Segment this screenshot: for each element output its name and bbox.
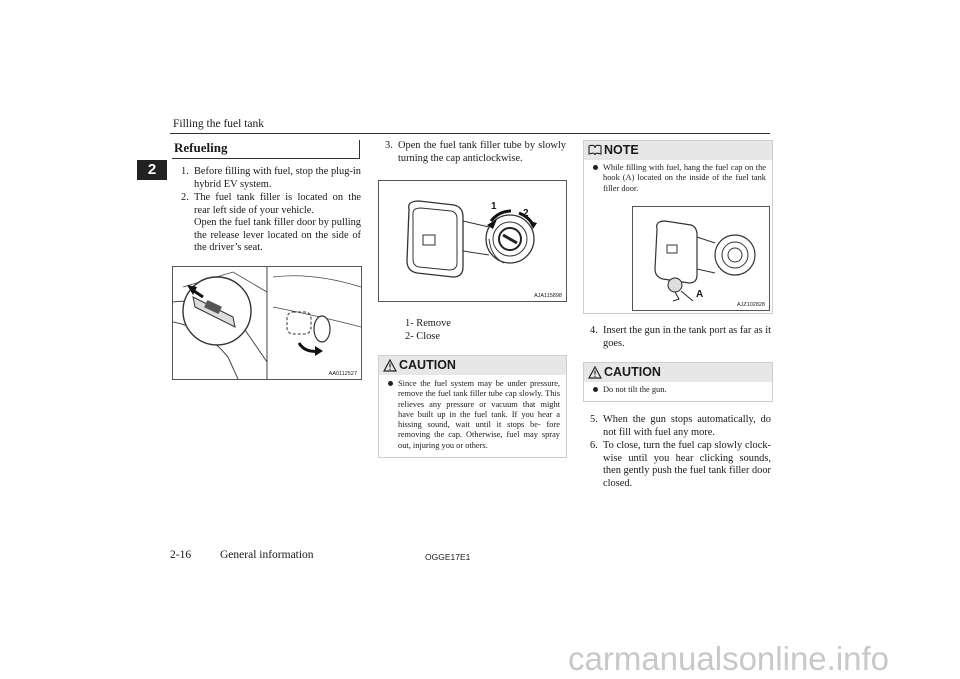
bullet-icon — [593, 165, 598, 170]
bullet-icon — [593, 387, 598, 392]
step-number: 6. — [590, 440, 598, 451]
step-text: When the gun stops automatically, do not fill with fuel any more. — [603, 414, 771, 438]
release-lever-illustration — [172, 266, 362, 380]
step-text: Before filling with fuel, stop the plug-in hybrid EV system. — [194, 166, 361, 190]
step-number: 1. — [181, 166, 189, 177]
running-header: Filling the fuel tank — [173, 118, 265, 130]
step-number: 4. — [590, 325, 598, 336]
section-heading-rule-end — [359, 140, 360, 159]
note-text: While filling with fuel, hang the fuel cap on the hook (A) located on the inside of the fuel tank filler door. — [603, 163, 766, 193]
step-number: 3. — [385, 140, 393, 151]
caution-box-2 — [583, 362, 773, 402]
callout-2: 2 — [523, 208, 529, 219]
caution-text: Do not tilt the gun. — [603, 385, 667, 394]
caution-header — [379, 356, 566, 375]
step-2 — [181, 192, 361, 255]
warning-icon — [383, 359, 397, 372]
caution-title: CAUTION — [604, 365, 661, 379]
step-continuation: Open the fuel tank filler door by pulling the release lever located on the side of the driver’s seat. — [194, 217, 361, 254]
step-3 — [385, 140, 566, 165]
document-code: OGGE17E1 — [425, 552, 471, 562]
note-icon — [588, 144, 602, 156]
legend-number: 1- — [405, 318, 414, 329]
caution-bullet — [590, 385, 766, 395]
caution-box — [378, 355, 567, 458]
chapter-tab: 2 — [137, 160, 167, 180]
page-number: 2-16 — [170, 549, 192, 561]
section-heading-underline — [172, 158, 360, 159]
note-box — [583, 140, 773, 314]
caution-bullet — [385, 379, 560, 451]
step-text: Insert the gun in the tank port as far as it goes. — [603, 325, 771, 349]
step-5 — [590, 414, 771, 439]
header-divider — [170, 133, 770, 134]
caution-header — [584, 363, 772, 382]
step-6 — [590, 440, 771, 490]
figure-code: AA0112527 — [328, 371, 357, 377]
figure-code: AJZ102828 — [736, 302, 765, 308]
warning-icon — [588, 366, 602, 379]
fuel-cap-illustration — [378, 180, 567, 302]
legend-label: Close — [416, 331, 440, 342]
footer-chapter: General information — [220, 549, 314, 561]
callout-1: 1 — [491, 201, 497, 212]
note-title: NOTE — [604, 143, 639, 157]
step-text: Open the fuel tank filler tube by slowly turning the cap anticlockwise. — [398, 140, 566, 164]
caution-text: Since the fuel system may be under pressure, remove the fuel tank filler tube cap slowly. This relieves any pressure or vacuum that might have built up in the fuel tank. If you hear a hissing sound, wait until it stops be- fore removing the cap. Otherwise, fuel may spray out, injuring you or others. — [398, 379, 560, 450]
note-header — [584, 141, 772, 160]
bullet-icon — [388, 381, 393, 386]
section-heading: Refueling — [174, 140, 228, 155]
legend-item-2 — [405, 331, 555, 344]
release-lever-drawing — [173, 267, 361, 379]
step-1 — [181, 166, 361, 191]
step-number: 2. — [181, 192, 189, 203]
fuel-cap-drawing — [379, 181, 566, 301]
note-bullet — [590, 163, 766, 194]
figure-code: AJA115898 — [533, 293, 562, 299]
step-text: The fuel tank filler is located on the rear left side of your vehicle. — [194, 192, 361, 216]
caution-title: CAUTION — [399, 358, 456, 372]
legend-item-1 — [405, 318, 555, 331]
fuel-cap-hook-illustration — [632, 206, 770, 311]
legend-label: Remove — [416, 318, 451, 329]
callout-a: A — [696, 289, 704, 300]
step-4 — [590, 325, 771, 350]
step-text: To close, turn the fuel cap slowly clock- wise until you hear clicking sounds, then gently push the fuel tank filler door closed. — [603, 440, 771, 489]
watermark: carmanualsonline.info — [568, 640, 890, 677]
step-number: 5. — [590, 414, 598, 425]
legend-number: 2- — [405, 331, 414, 342]
